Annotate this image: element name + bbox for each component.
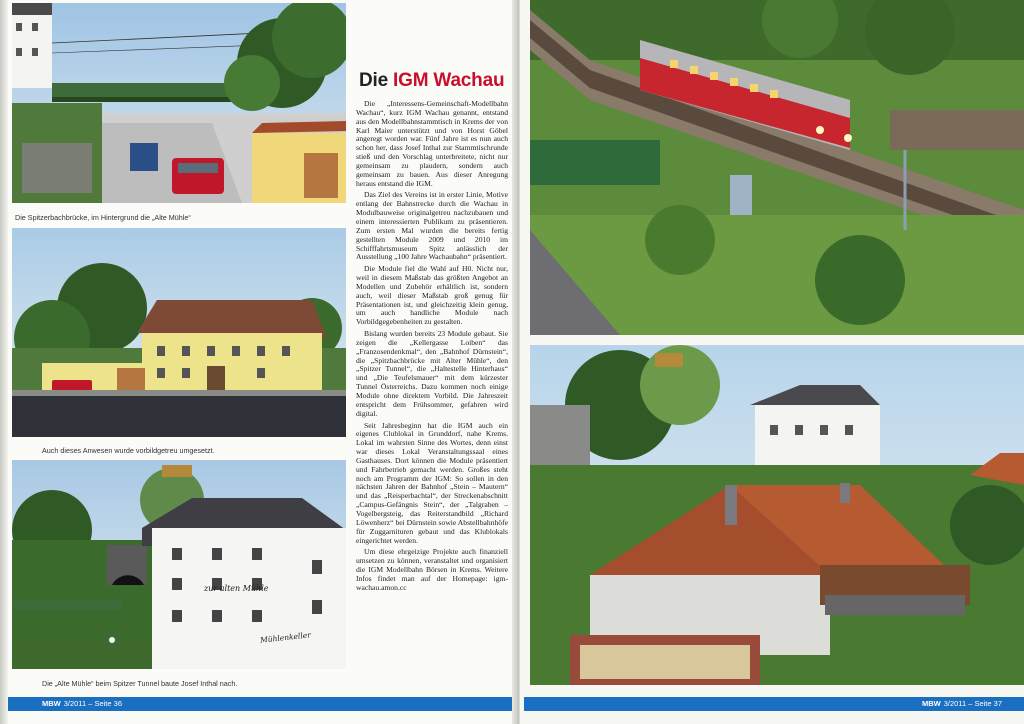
article-headline: [359, 70, 508, 92]
page-edge: [0, 0, 8, 724]
photo-houses: [530, 345, 1024, 685]
photo-train: [530, 0, 1024, 335]
caption-photo2: Auch dieses Anwesen wurde vorbildgetreu umgesetzt.: [42, 446, 215, 455]
article-paragraph: Das Ziel des Vereins ist in erster Linie, Motive entlang der Bahnstrecke durch die Wachau in Modulbauweise originalgetreu nachzubauen und einem interessierten Publikum zu präsentieren. Zum ersten Mal wurden die bereits fertig gestellten Module 2009 und 2010 im Schifffahrtsmuseum Spitz anlässlich der Ausstellung „100 Jahre Wachaubahn“ präsentiert.: [356, 190, 508, 262]
sign-muehlenkeller: Mühlenkeller: [259, 630, 312, 645]
article-paragraph: Um diese ehrgeizige Projekte auch finanziell umsetzen zu können, veranstaltet und organisiert die IGM Modellbahn Börsen in Krems. Weitere Infos findet man auf der Homepage: igm-wachau.amon.cc: [356, 547, 508, 592]
footer-left-issue: 3/2011 – Seite 36: [63, 699, 122, 708]
page-right: [520, 0, 1024, 724]
footer-right: [524, 697, 1024, 711]
photo-alte-muehle: [12, 460, 346, 669]
sign-zur-alten-muehle: zur alten Mühle: [204, 584, 269, 593]
footer-left: [8, 697, 512, 711]
footer-right-issue: 3/2011 – Seite 37: [943, 699, 1002, 708]
headline-prefix: Die: [359, 70, 394, 91]
caption-photo1: Die Spitzerbachbrücke, im Hintergrund die „Alte Mühle“: [15, 213, 191, 222]
article-column: [356, 70, 508, 596]
photo-yellow-estate: [12, 228, 346, 437]
footer-left-magazine: MBW: [42, 699, 61, 708]
article-paragraph: Die „Interessens-Gemeinschaft-Modellbahn Wachau“, kurz IGM Wachau genannt, entstand aus den Modellbahnstammtisch in Krems der von Karl Maier unterstützt und von Horst Göbel angeregt worden war. Fünf Jahre ist es nun auch schon her, dass Josef Inthal zur Stammtischrunde stieß und den Vorschlag unterbreitete, nicht nur gemeinsam zu plaudern, sondern auch gemeinsam zu bauen. Aus dieser Anregung heraus entstand die IGM.: [356, 99, 508, 188]
photo-spitzerbach-bridge: [12, 3, 346, 203]
article-paragraph: Seit Jahresbeginn hat die IGM auch ein eigenes Clublokal in Grunddorf, nahe Krems. Lokal im wahrsten Sinne des Wortes, denn einst war dieses Lokal Veranstaltungssaal eines Gasthauses. Dort können die Module präsentiert und Fahrbetrieb gemacht werden. Großes steht noch am Programm der IGM: So sollen in den nächsten Jahren der Bahnhof „Stein – Mautern“ und das „Reisperbachtal“, der Streckenabschnitt „Campus-Gefängnis Stein“, der „Talgraben – Vogelbergsteig, das Reiterstandbild „Richard Löwenherz“ bei Dürnstein sowie Abstellbahnhöfe für Zuggarnituren gebaut und das Klublokals eingerichtet werden.: [356, 420, 508, 545]
headline-accent: IGM Wachau: [393, 70, 505, 91]
article-paragraph: Die Module fiel die Wahl auf H0. Nicht nur, weil in diesem Maßstab das größten Angebot an Modellen und Zubehör erhältlich ist, sondern auch, weil dieser Maßstab groß genug für Präsentationen ist, und gleichzeitig klein genug, um auch handliche Module nach Vorbildgegebenheiten zu gestalten.: [356, 264, 508, 327]
caption-photo3: Die „Alte Mühle“ beim Spitzer Tunnel baute Josef Inthal nach.: [42, 679, 238, 688]
article-paragraph: Bislang wurden bereits 23 Module gebaut. Sie zeigen die „Kellergasse Loiben“ das „Franzosendenkmal“, den „Bahnhof Dürnstein“, die „Spitzbachbrücke mit Alter Mühle“, den „Spitzer Tunnel“, die „Haltestelle Hinterhaus“ und „Die Teufelsmauer“ mit dem kürzester Tunnel Österreichs. Dazu kommen noch einige Module ohne direktem Vorbild. Die Jahreszeit entspricht dem Frühsommer, gefahren wird digital.: [356, 329, 508, 418]
footer-right-magazine: MBW: [922, 699, 941, 708]
